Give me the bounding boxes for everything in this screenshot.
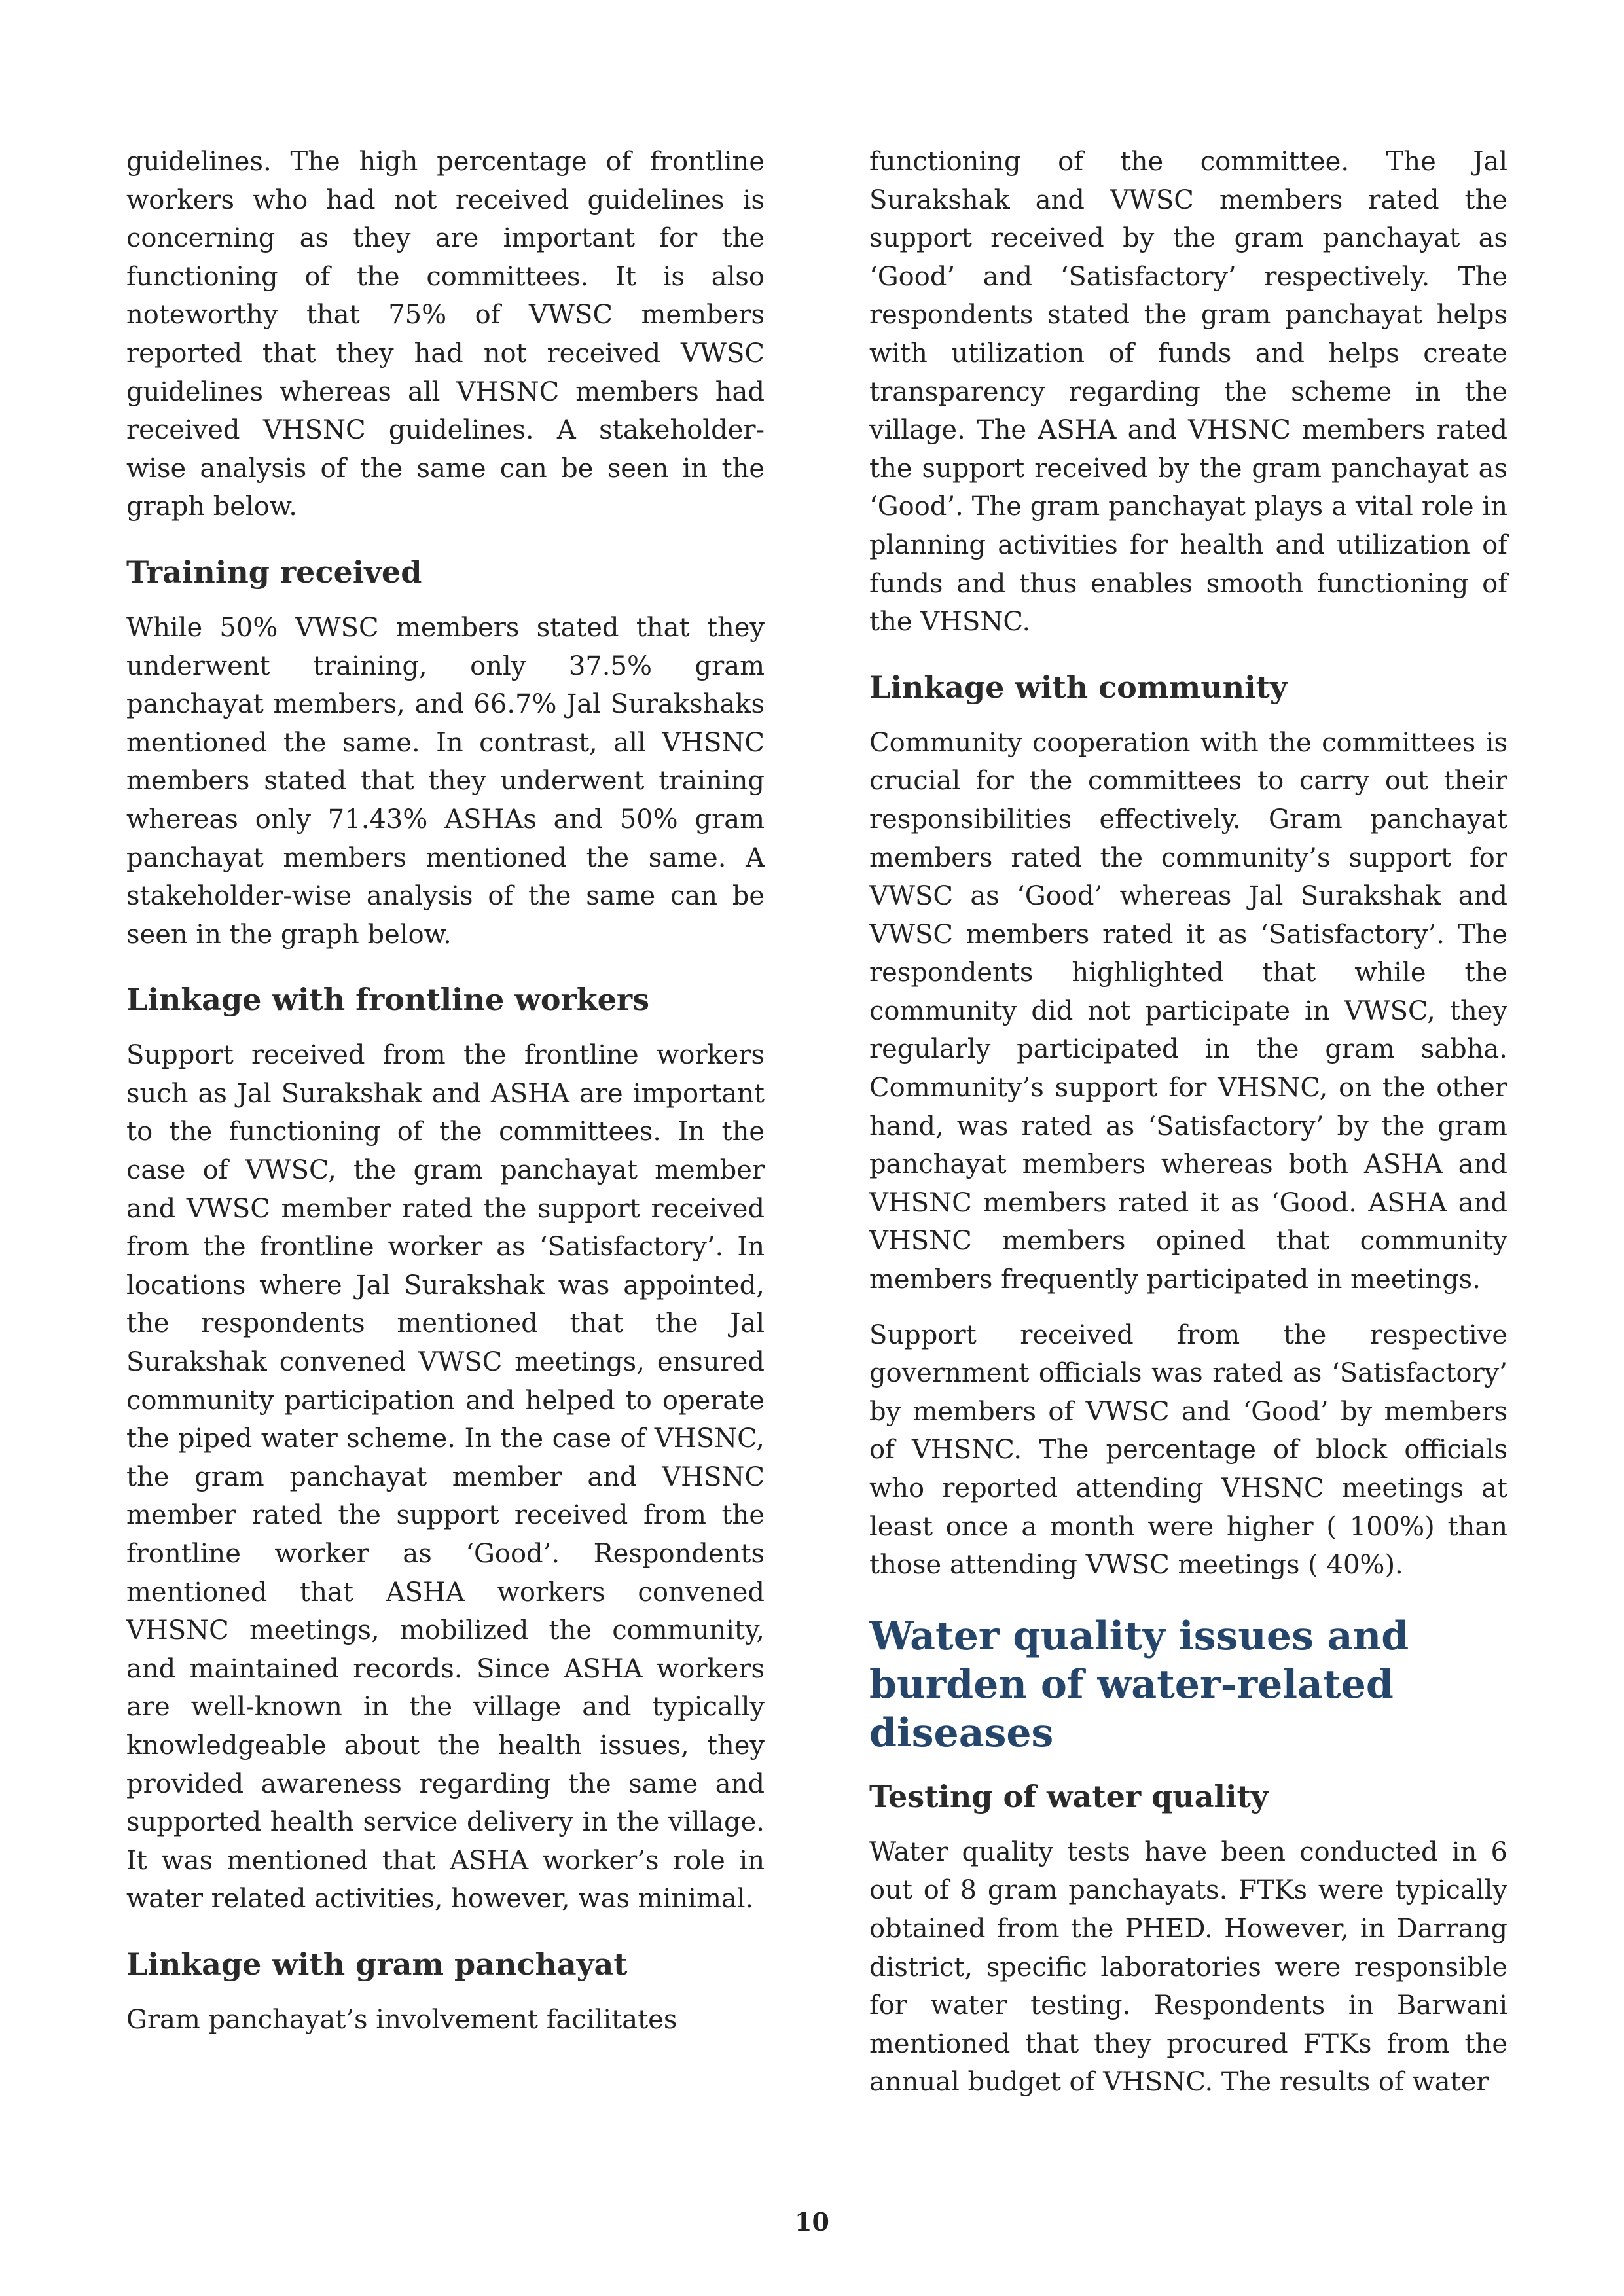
heading-linkage-gram-panchayat: Linkage with gram panchayat [126, 1946, 628, 1982]
paragraph-water-testing: Water quality tests have been conducted in 6 out of 8 gram panchayats. FTKs were typically obtained from the PHED. However, in Darrang district, specific laboratories were responsible for water testing. Respondents in Barwani mentioned that they procured FTKs from the annual budget of VHSNC. The results of water [869, 1837, 1507, 2098]
paragraph-gram-panchayat-continued: functioning of the committee. The Jal Surakshak and VWSC members rated the support received by the gram panchayat as ‘Good’ and ‘Satisfactory’ respectively. The respondents stated the gram panchayat helps with utilization of funds and helps create transparency regarding the scheme in the village. The ASHA and VHSNC members rated the support received by the gram panchayat as ‘Good’. The gram panchayat plays a vital role in planning activities for health and utilization of funds and thus enables smooth functioning of the VHSNC. [869, 147, 1507, 637]
heading-training-received: Training received [126, 554, 422, 590]
heading-linkage-frontline-workers: Linkage with frontline workers [126, 982, 650, 1018]
paragraph-guidelines: guidelines. The high percentage of frontline workers who had not received guidelines is concerning as they are important for the functioning of the committees. It is also noteworthy that 75% of VWSC members reported that they had not received VWSC guidelines whereas all VHSNC members had received VHSNC guidelines. A stakeholder-wise analysis of the same can be seen in the graph below. [126, 147, 765, 522]
paragraph-training: While 50% VWSC members stated that they underwent training, only 37.5% gram panchayat members, and 66.7% Jal Surakshaks mentioned the same. In contrast, all VHSNC members stated that they underwent training whereas only 71.43% ASHAs and 50% gram panchayat members mentioned the same. A stakeholder-wise analysis of the same can be seen in the graph below. [126, 612, 765, 950]
paragraph-government-officials: Support received from the respective government officials was rated as ‘Satisfactory’ by members of VWSC and ‘Good’ by members of VHSNC. The percentage of block officials who reported attending VHSNC meetings at least once a month were higher ( 100%) than those attending VWSC meetings ( 40%). [869, 1319, 1507, 1581]
paragraph-community: Community cooperation with the committees is crucial for the committees to carry out their responsibilities effectively. Gram panchayat members rated the community’s support for VWSC as ‘Good’ whereas Jal Surakshak and VWSC members rated it as ‘Satisfactory’. The respondents highlighted that while the community did not participate in VWSC, they regularly participated in the gram sabha. Community’s support for VHSNC, on the other hand, was rated as ‘Satisfactory’ by the gram panchayat members whereas both ASHA and VHSNC members rated it as ‘Good. ASHA and VHSNC members opined that community members frequently participated in meetings. [869, 727, 1507, 1295]
left-column [126, 143, 765, 2039]
paragraph-gram-panchayat-start: Gram panchayat’s involvement facilitates [126, 2004, 677, 2035]
page-number: 10 [795, 2207, 829, 2236]
section-title-water-quality: Water quality issues and burden of water-related diseases [869, 1613, 1409, 1756]
heading-linkage-community: Linkage with community [869, 669, 1288, 705]
heading-testing-water-quality: Testing of water quality [869, 1778, 1269, 1814]
paragraph-frontline-workers: Support received from the frontline workers such as Jal Surakshak and ASHA are important to the functioning of the committees. In the case of VWSC, the gram panchayat member and VWSC member rated the support received from the frontline worker as ‘Satisfactory’. In locations where Jal Surakshak was appointed, the respondents mentioned that the Jal Surakshak convened VWSC meetings, ensured community participation and helped to operate the piped water scheme. In the case of VHSNC, the gram panchayat member and VHSNC member rated the support received from the frontline worker as ‘Good’. Respondents mentioned that ASHA workers convened VHSNC meetings, mobilized the community, and maintained records. Since ASHA workers are well-known in the village and typically knowledgeable about the health issues, they provided awareness regarding the same and supported health service delivery in the village. It was mentioned that ASHA worker’s role in water related activities, however, was minimal. [126, 1040, 765, 1914]
right-column [869, 143, 1507, 2102]
